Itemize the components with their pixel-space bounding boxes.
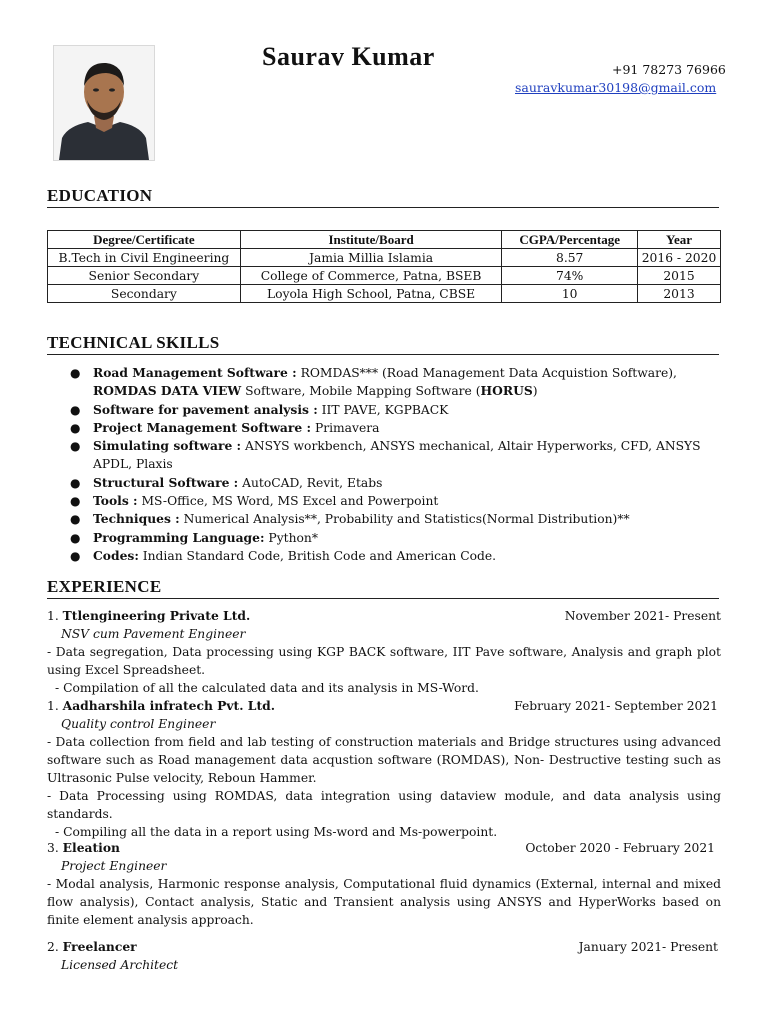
skill-text: ) bbox=[532, 384, 538, 399]
experience-title-row bbox=[47, 938, 721, 956]
bullet-icon: ● bbox=[70, 402, 81, 417]
list-item bbox=[47, 529, 707, 547]
bullet-icon: ● bbox=[70, 530, 81, 545]
job-number: 1. bbox=[47, 699, 63, 713]
bullet-icon: ● bbox=[70, 548, 81, 563]
table-cell: Jamia Millia Islamia bbox=[240, 249, 502, 267]
job-number: 1. bbox=[47, 609, 63, 623]
skill-label: Codes: bbox=[93, 547, 139, 563]
list-item bbox=[47, 474, 707, 492]
list-item bbox=[47, 401, 707, 419]
education-table bbox=[47, 230, 721, 303]
job-point: - Data segregation, Data processing using KGP BACK software, IIT Pave software, Analysis and graph plot using Excel Spreadsheet. bbox=[47, 645, 721, 677]
list-item bbox=[47, 419, 707, 437]
skill-text: ROMDAS*** (Road Management Data Acquistion Software), bbox=[296, 366, 677, 380]
job-dates: November 2021- Present bbox=[564, 609, 721, 623]
bullet-icon: ● bbox=[70, 494, 81, 509]
skill-label: Simulating software : bbox=[93, 438, 242, 454]
skill-label: HORUS bbox=[480, 383, 533, 399]
table-cell: B.Tech in Civil Engineering bbox=[48, 249, 241, 267]
column-header: Degree/Certificate bbox=[48, 231, 241, 249]
table-cell: College of Commerce, Patna, BSEB bbox=[240, 267, 502, 285]
skill-text: Python* bbox=[264, 530, 318, 545]
experience-title-row bbox=[47, 697, 721, 715]
job-point: - Data Processing using ROMDAS, data integration using dataview module, and data analysis using standards. bbox=[47, 789, 721, 821]
skill-label: Tools : bbox=[93, 493, 138, 509]
education-heading: EDUCATION bbox=[47, 186, 719, 208]
job-dates: October 2020 - February 2021 bbox=[525, 841, 715, 855]
table-cell: 10 bbox=[502, 285, 638, 303]
experience-title-row bbox=[47, 839, 721, 857]
company-name: Freelancer bbox=[62, 939, 137, 954]
company-name: Aadharshila infratech Pvt. Ltd. bbox=[62, 698, 276, 713]
skill-label: Software for pavement analysis : bbox=[93, 401, 318, 417]
skill-text: ANSYS workbench, ANSYS mechanical, Altair Hyperworks, CFD, ANSYS APDL, Plaxis bbox=[93, 439, 701, 472]
bullet-icon: ● bbox=[70, 366, 81, 380]
company-name: Ttlengineering Private Ltd. bbox=[62, 608, 251, 623]
bullet-icon: ● bbox=[70, 512, 81, 527]
skill-label: ROMDAS DATA VIEW bbox=[93, 383, 242, 399]
job-point: - Data collection from field and lab testing of construction materials and Bridge structures using advanced software such as Road management data acqustion software (ROMDAS), Non- Destructive testing such as Ultrasonic Pulse velocity, Reboun Hammer. bbox=[47, 735, 721, 785]
experience-entry bbox=[47, 839, 721, 929]
table-row bbox=[48, 267, 721, 285]
table-cell: 74% bbox=[502, 267, 638, 285]
skill-label: Programming Language: bbox=[93, 529, 265, 545]
table-cell: 2016 - 2020 bbox=[638, 249, 721, 267]
list-item bbox=[47, 510, 707, 528]
job-point: - Modal analysis, Harmonic response analysis, Computational fluid dynamics (External, internal and mixed flow analysis), Contact analysis, Static and Transient analysis using ANSYS and HyperWorks based on finite element analysis approach. bbox=[47, 877, 721, 927]
skills-list bbox=[47, 364, 707, 565]
job-number: 2. bbox=[47, 940, 63, 954]
job-number: 3. bbox=[47, 841, 63, 855]
skills-heading: TECHNICAL SKILLS bbox=[47, 333, 719, 355]
job-role: NSV cum Pavement Engineer bbox=[61, 627, 246, 641]
job-dates: February 2021- September 2021 bbox=[514, 699, 718, 713]
email-link[interactable]: sauravkumar30198@gmail.com bbox=[515, 80, 717, 95]
skill-label: Project Management Software : bbox=[93, 419, 312, 435]
column-header: Institute/Board bbox=[240, 231, 502, 249]
skill-text: Software, Mobile Mapping Software ( bbox=[241, 384, 481, 399]
skill-text: Primavera bbox=[311, 420, 380, 435]
table-cell: Secondary bbox=[48, 285, 241, 303]
skill-label: Techniques : bbox=[93, 511, 180, 527]
experience-title-row bbox=[47, 607, 721, 625]
job-role: Project Engineer bbox=[61, 859, 167, 873]
table-cell: 8.57 bbox=[502, 249, 638, 267]
job-role: Quality control Engineer bbox=[61, 717, 216, 731]
company-name: Eleation bbox=[62, 840, 120, 855]
list-item bbox=[47, 492, 707, 510]
list-item bbox=[47, 364, 707, 401]
experience-entry bbox=[47, 607, 721, 697]
job-role: Licensed Architect bbox=[61, 958, 179, 972]
candidate-name: Saurav Kumar bbox=[262, 42, 435, 71]
skill-label: Road Management Software : bbox=[93, 365, 297, 380]
list-item bbox=[47, 547, 707, 565]
education-table-header bbox=[48, 231, 721, 249]
phone-number: +91 78273 76966 bbox=[612, 62, 726, 77]
skill-text: Numerical Analysis**, Probability and Statistics(Normal Distribution)** bbox=[179, 512, 630, 527]
job-point: - Compilation of all the calculated data and its analysis in MS-Word. bbox=[55, 681, 479, 695]
profile-photo bbox=[53, 45, 155, 161]
profile-photo-image bbox=[54, 46, 154, 160]
bullet-icon: ● bbox=[70, 420, 81, 435]
table-cell: 2013 bbox=[638, 285, 721, 303]
column-header: Year bbox=[638, 231, 721, 249]
table-cell: Loyola High School, Patna, CBSE bbox=[240, 285, 502, 303]
experience-heading: EXPERIENCE bbox=[47, 577, 719, 599]
table-cell: Senior Secondary bbox=[48, 267, 241, 285]
table-row bbox=[48, 249, 721, 267]
skill-label: Structural Software : bbox=[93, 474, 239, 490]
experience-entry bbox=[47, 938, 721, 974]
table-row bbox=[48, 285, 721, 303]
list-item bbox=[47, 437, 707, 474]
job-point: - Compiling all the data in a report using Ms-word and Ms-powerpoint. bbox=[55, 825, 498, 839]
bullet-icon: ● bbox=[70, 439, 81, 454]
column-header: CGPA/Percentage bbox=[502, 231, 638, 249]
skill-text: AutoCAD, Revit, Etabs bbox=[238, 475, 383, 490]
skill-text: IIT PAVE, KGPBACK bbox=[317, 402, 449, 417]
skill-text: MS-Office, MS Word, MS Excel and Powerpoint bbox=[137, 494, 439, 509]
bullet-icon: ● bbox=[70, 475, 81, 490]
experience-entry bbox=[47, 697, 721, 841]
table-cell: 2015 bbox=[638, 267, 721, 285]
skill-text: Indian Standard Code, British Code and American Code. bbox=[138, 548, 497, 563]
job-dates: January 2021- Present bbox=[578, 940, 718, 954]
